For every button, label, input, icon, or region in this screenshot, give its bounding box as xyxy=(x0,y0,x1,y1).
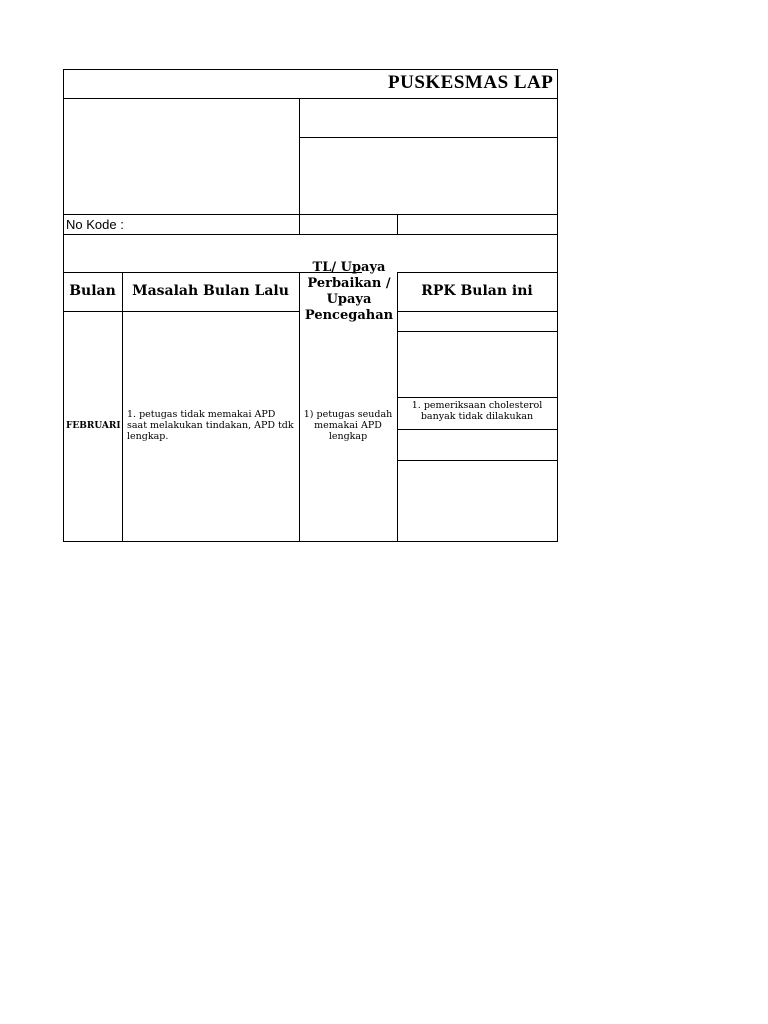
cell-rpk: 1. pemeriksaan cholesterol banyak tidak dilakukan xyxy=(411,400,543,422)
border-left xyxy=(63,69,64,542)
border-col-rpk-left xyxy=(397,272,398,542)
no-kode-label: No Kode : xyxy=(66,217,124,232)
border-rpk-4 xyxy=(397,460,557,461)
border-col-tl-left xyxy=(299,98,300,235)
cell-masalah: 1. petugas tidak memakai APD saat melakukan tindakan, APD tdk lengkap. xyxy=(127,409,294,442)
border-kode-bottom xyxy=(63,234,557,235)
border-info-mid xyxy=(299,137,557,138)
border-top xyxy=(63,69,557,70)
border-rpk-3 xyxy=(397,429,557,430)
border-bottom xyxy=(63,541,557,542)
header-rpk-bulan-ini: RPK Bulan ini xyxy=(421,283,533,299)
header-masalah-bulan-lalu: Masalah Bulan Lalu xyxy=(132,283,289,299)
border-title-bottom xyxy=(63,98,557,99)
border-rpk-1 xyxy=(397,331,557,332)
document-title: PUSKESMAS LAP xyxy=(388,72,554,93)
border-header-bottom xyxy=(63,311,299,312)
header-bulan: Bulan xyxy=(69,283,116,299)
border-rpk-2 xyxy=(397,397,557,398)
border-kode-top xyxy=(63,214,557,215)
cell-bulan: FEBRUARI xyxy=(66,421,121,431)
cell-tl-upaya: 1) petugas seudah memakai APD lengkap xyxy=(303,409,393,442)
header-tl-upaya: TL/ Upaya Perbaikan / Upaya Pencegahan xyxy=(304,260,394,323)
border-col-masalah-left xyxy=(122,272,123,542)
border-right xyxy=(557,69,558,542)
border-col-rpk-left-kode xyxy=(397,214,398,235)
border-header-top-right xyxy=(397,272,557,273)
border-col-tl-left-lower xyxy=(299,272,300,542)
border-header-bottom-right xyxy=(397,311,557,312)
